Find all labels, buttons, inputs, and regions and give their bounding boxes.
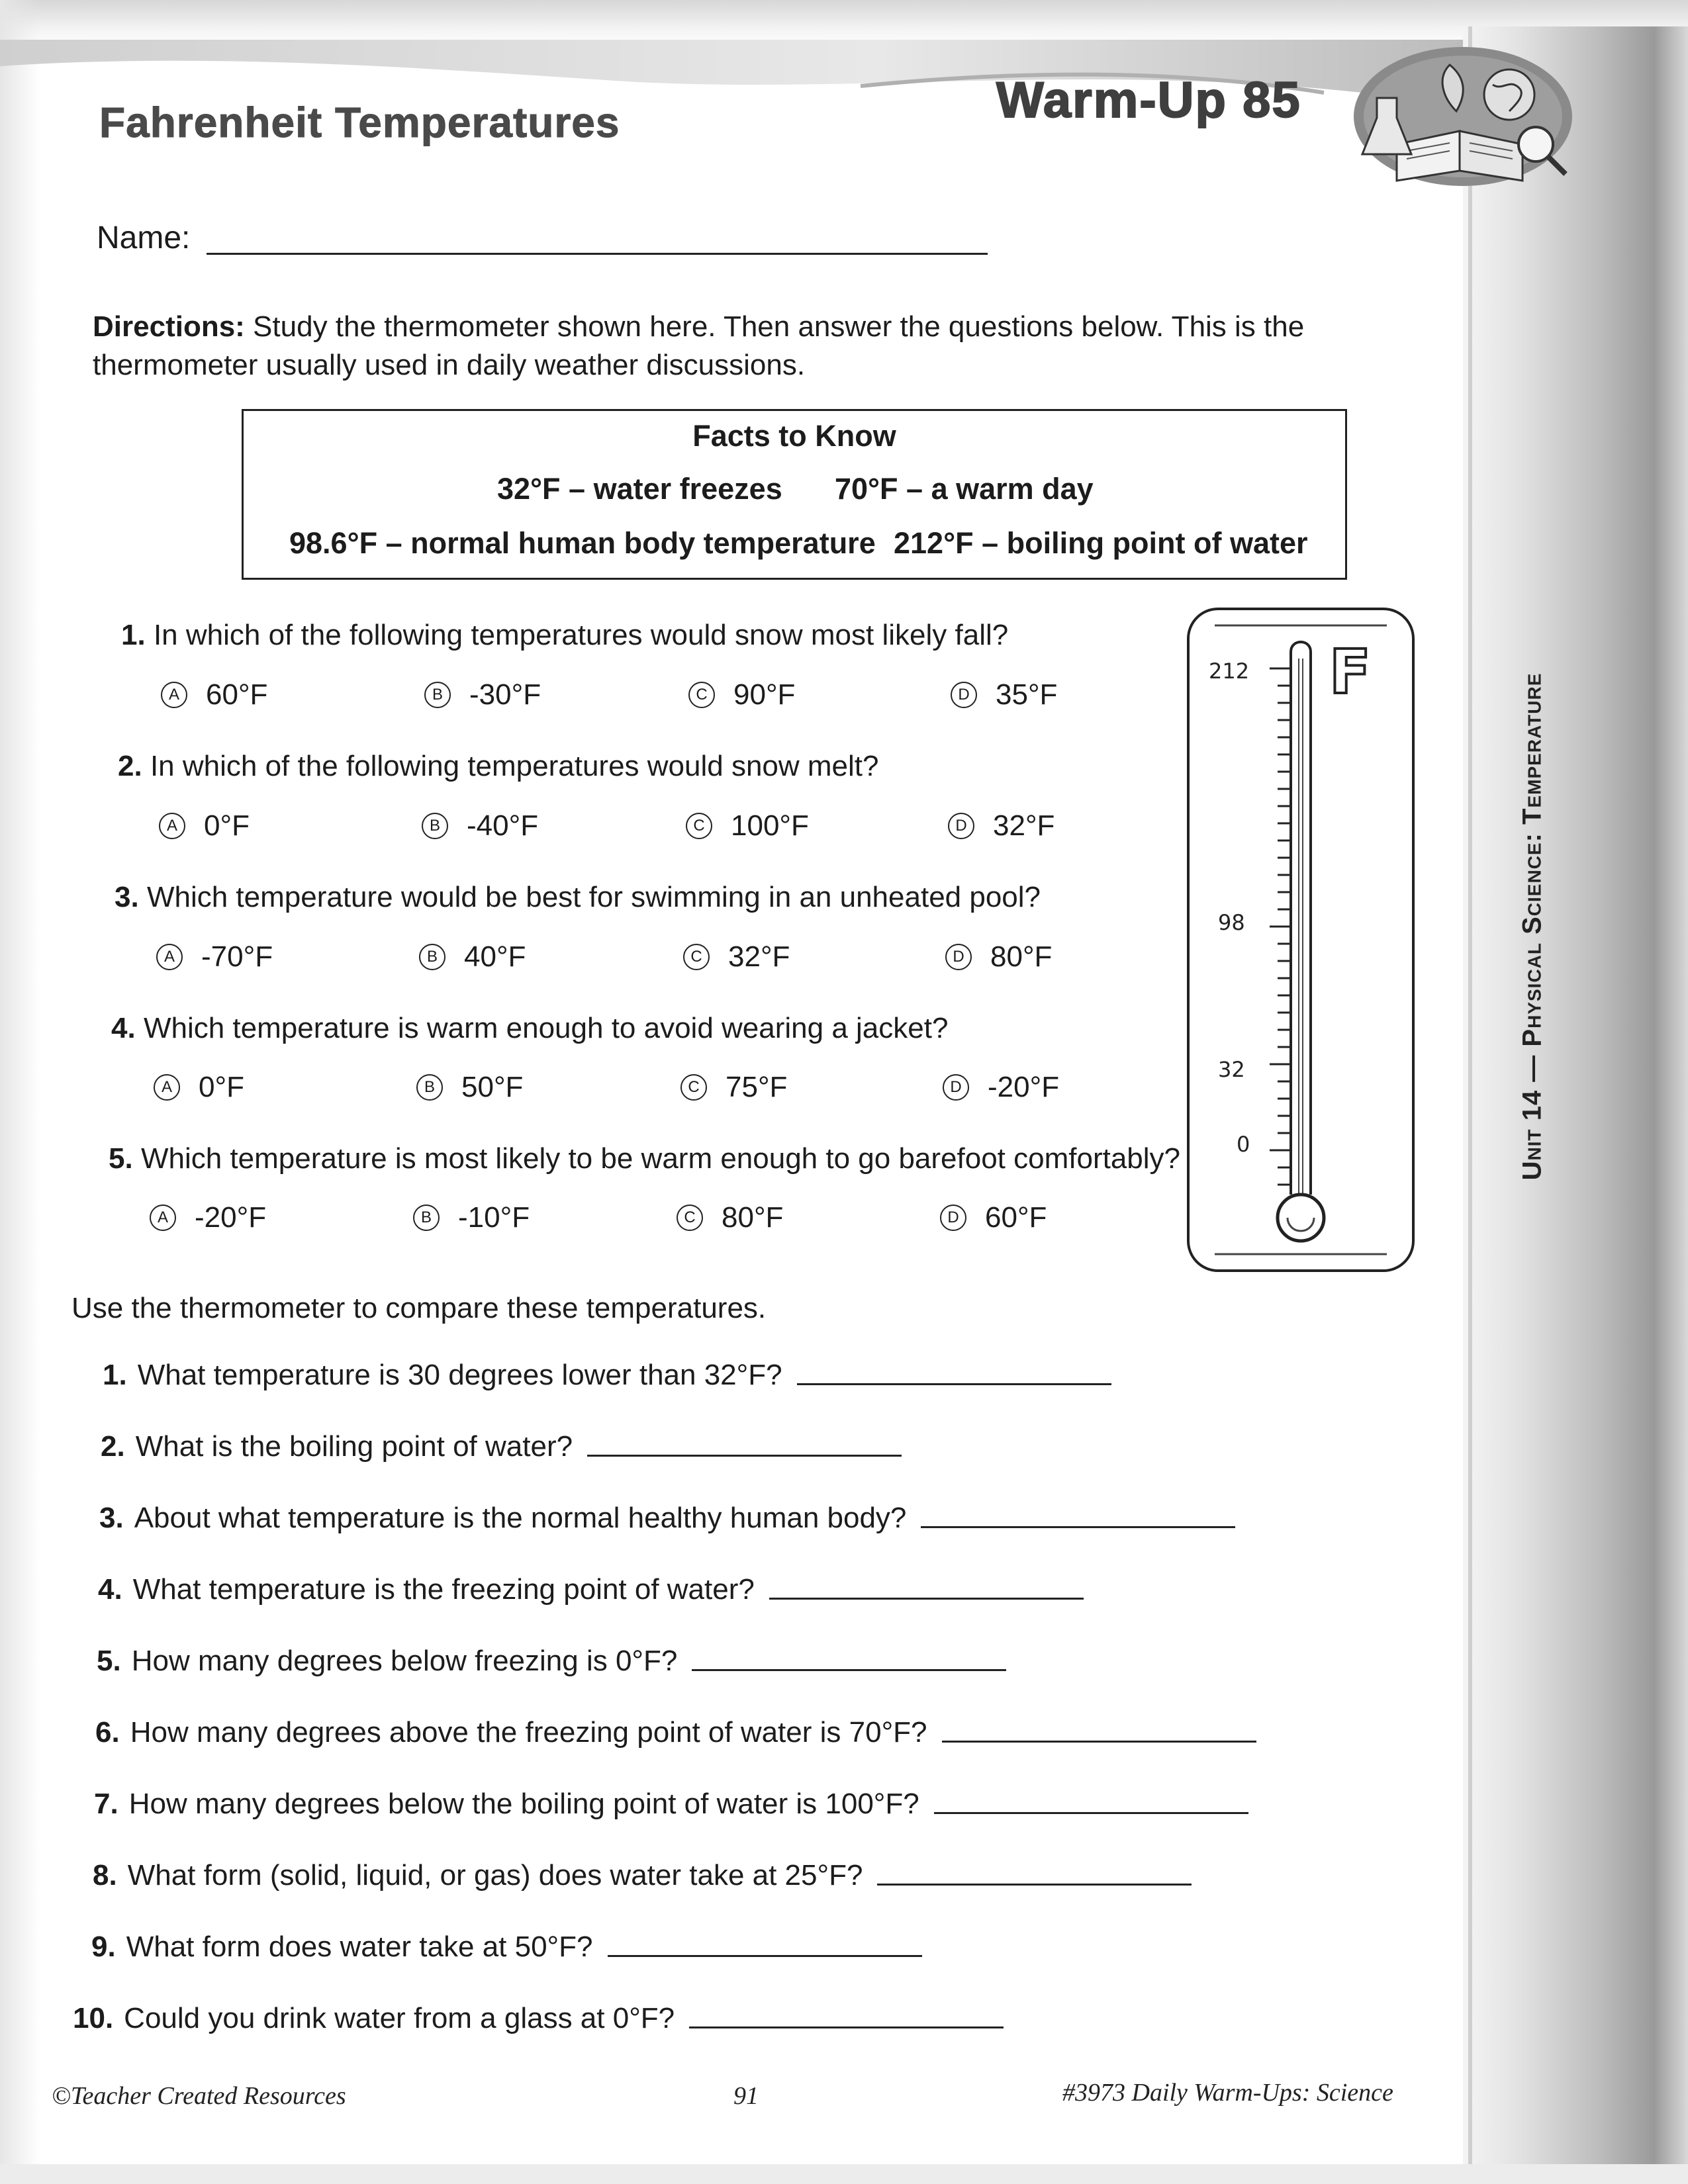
question-text: In which of the following temperatures would snow most likely fall? xyxy=(153,619,1009,651)
bottom-edge-band xyxy=(0,2164,1688,2184)
answer-bubble-icon[interactable]: B xyxy=(413,1205,440,1231)
page-number: 91 xyxy=(733,2082,759,2110)
question-number: 6. xyxy=(95,1716,120,1749)
thermometer-label: 98 xyxy=(1218,910,1245,935)
option-text: -20°F xyxy=(195,1201,267,1234)
answer-bubble-icon[interactable]: D xyxy=(948,813,974,839)
mc-option[interactable] xyxy=(951,678,1057,711)
answer-bubble-icon[interactable]: B xyxy=(419,944,445,970)
question-number: 4. xyxy=(98,1573,122,1606)
answer-bubble-icon[interactable]: C xyxy=(688,682,715,708)
mc-option[interactable] xyxy=(154,1071,244,1104)
answer-bubble-icon[interactable]: B xyxy=(416,1074,443,1101)
mc-option[interactable] xyxy=(156,940,273,974)
answer-bubble-icon[interactable]: B xyxy=(424,682,451,708)
fact-item: 212°F – boiling point of water xyxy=(894,526,1308,560)
question-text: What temperature is the freezing point of water? xyxy=(132,1573,755,1606)
question-text: How many degrees below the boiling point of water is 100°F? xyxy=(128,1788,919,1820)
option-text: -70°F xyxy=(201,940,273,973)
mc-question-4 xyxy=(111,1012,948,1045)
option-text: 60°F xyxy=(985,1201,1047,1234)
footer-publisher: ©Teacher Created Resources xyxy=(52,2082,346,2110)
question-number: 4. xyxy=(111,1012,136,1044)
answer-bubble-icon[interactable]: D xyxy=(945,944,972,970)
thermometer-bulb xyxy=(1278,1195,1324,1241)
question-number: 3. xyxy=(99,1502,124,1534)
question-text: How many degrees above the freezing point of water is 70°F? xyxy=(130,1716,927,1749)
option-text: -40°F xyxy=(467,809,539,842)
mc-option[interactable] xyxy=(150,1201,266,1234)
question-number: 9. xyxy=(91,1931,116,1963)
left-edge-shade xyxy=(0,0,40,2184)
question-number: 1. xyxy=(103,1359,127,1391)
mc-option[interactable] xyxy=(422,809,538,842)
mc-option[interactable] xyxy=(940,1201,1047,1234)
compare-question-9 xyxy=(91,1931,922,1964)
mc-option[interactable] xyxy=(413,1201,530,1234)
thermometer-label: 32 xyxy=(1218,1057,1245,1082)
option-text: -20°F xyxy=(988,1071,1060,1103)
answer-line[interactable] xyxy=(692,1669,1006,1671)
answer-bubble-icon[interactable]: A xyxy=(159,813,185,839)
compare-question-4 xyxy=(98,1573,1084,1606)
answer-bubble-icon[interactable]: D xyxy=(951,682,977,708)
question-text: What form does water take at 50°F? xyxy=(126,1931,593,1963)
mc-option[interactable] xyxy=(683,940,790,974)
name-label: Name: xyxy=(97,220,191,255)
question-text: What temperature is 30 degrees lower than 32°F? xyxy=(137,1359,782,1391)
footer-book-title: #3973 Daily Warm-Ups: Science xyxy=(1062,2079,1393,2107)
option-text: 50°F xyxy=(461,1071,524,1103)
option-text: 35°F xyxy=(996,678,1058,711)
compare-question-6 xyxy=(95,1716,1256,1749)
thermometer-frame xyxy=(1188,609,1413,1271)
compare-question-5 xyxy=(97,1645,1006,1678)
answer-bubble-icon[interactable]: B xyxy=(422,813,448,839)
question-text: Which temperature would be best for swimming in an unheated pool? xyxy=(146,881,1041,913)
question-text: In which of the following temperatures would snow melt? xyxy=(150,750,879,782)
mc-option[interactable] xyxy=(419,940,526,974)
question-number: 7. xyxy=(94,1788,118,1820)
answer-bubble-icon[interactable]: D xyxy=(943,1074,969,1101)
question-number: 2. xyxy=(118,750,142,782)
option-text: 80°F xyxy=(722,1201,784,1234)
name-field[interactable] xyxy=(207,253,988,255)
answer-bubble-icon[interactable]: C xyxy=(683,944,710,970)
mc-option[interactable] xyxy=(416,1071,523,1104)
fact-item: 70°F – a warm day xyxy=(835,472,1094,506)
mc-option[interactable] xyxy=(159,809,250,842)
answer-bubble-icon[interactable]: C xyxy=(686,813,712,839)
answer-line[interactable] xyxy=(934,1812,1248,1814)
mc-option[interactable] xyxy=(424,678,541,711)
answer-line[interactable] xyxy=(877,1884,1192,1886)
mc-option[interactable] xyxy=(948,809,1055,842)
question-number: 2. xyxy=(101,1430,125,1463)
compare-question-8 xyxy=(93,1859,1192,1892)
compare-question-1 xyxy=(103,1359,1111,1392)
option-text: 80°F xyxy=(990,940,1053,973)
mc-option[interactable] xyxy=(943,1071,1059,1104)
question-number: 5. xyxy=(97,1645,121,1677)
question-text: About what temperature is the normal healthy human body? xyxy=(134,1502,907,1534)
option-text: -30°F xyxy=(469,678,541,711)
mc-option[interactable] xyxy=(680,1071,787,1104)
answer-line[interactable] xyxy=(608,1955,922,1957)
mc-option[interactable] xyxy=(677,1201,783,1234)
question-text: Which temperature is most likely to be warm enough to go barefoot comfortably? xyxy=(140,1142,1181,1175)
fact-item: 32°F – water freezes xyxy=(497,472,782,506)
option-text: 75°F xyxy=(726,1071,788,1103)
question-number: 1. xyxy=(121,619,146,651)
option-text: -10°F xyxy=(458,1201,530,1234)
question-text: What is the boiling point of water? xyxy=(135,1430,573,1463)
answer-bubble-icon[interactable]: C xyxy=(680,1074,707,1101)
question-text: How many degrees below freezing is 0°F? xyxy=(131,1645,678,1677)
facts-box xyxy=(242,409,1347,580)
question-text: Which temperature is warm enough to avoid wearing a jacket? xyxy=(143,1012,949,1044)
option-text: 100°F xyxy=(731,809,809,842)
mc-question-3 xyxy=(115,881,1041,914)
fahrenheit-unit-label: F xyxy=(1329,637,1371,707)
answer-line[interactable] xyxy=(921,1526,1235,1528)
mc-option[interactable] xyxy=(945,940,1052,974)
right-strip-edge xyxy=(1468,26,1472,2164)
option-text: 60°F xyxy=(206,678,268,711)
question-text: Could you drink water from a glass at 0°F? xyxy=(124,2002,675,2034)
directions-text: Study the thermometer shown here. Then answer the questions below. This is the thermometer usually used in daily weather discussions. xyxy=(93,310,1305,381)
answer-line[interactable] xyxy=(587,1455,902,1457)
mc-option[interactable] xyxy=(688,678,795,711)
mc-question-5 xyxy=(109,1142,1180,1175)
option-text: 40°F xyxy=(464,940,526,973)
option-text: 0°F xyxy=(199,1071,244,1103)
answer-bubble-icon[interactable]: A xyxy=(150,1205,176,1231)
option-text: 32°F xyxy=(993,809,1055,842)
question-number: 10. xyxy=(73,2002,114,2034)
fact-item: 98.6°F – normal human body temperature xyxy=(289,526,876,560)
question-number: 5. xyxy=(109,1142,133,1175)
question-number: 8. xyxy=(93,1859,117,1891)
answer-bubble-icon[interactable]: A xyxy=(156,944,183,970)
mc-option[interactable] xyxy=(161,678,267,711)
option-text: 0°F xyxy=(204,809,250,842)
thermometer-label: 0 xyxy=(1237,1132,1250,1157)
compare-intro: Use the thermometer to compare these temperatures. xyxy=(71,1292,767,1324)
answer-bubble-icon[interactable]: D xyxy=(940,1205,966,1231)
compare-question-10 xyxy=(73,2002,1004,2035)
answer-bubble-icon[interactable]: A xyxy=(161,682,187,708)
page-title: Fahrenheit Temperatures xyxy=(99,99,620,146)
compare-question-3 xyxy=(99,1502,1235,1535)
mc-question-1 xyxy=(121,619,1008,652)
facts-title: Facts to Know xyxy=(692,419,896,453)
thermometer-label: 212 xyxy=(1209,659,1250,684)
answer-line[interactable] xyxy=(769,1598,1084,1600)
science-logo-icon xyxy=(1350,38,1575,191)
mc-option[interactable] xyxy=(686,809,809,842)
directions-label: Directions: xyxy=(93,310,245,343)
mc-question-2 xyxy=(118,750,879,783)
compare-question-7 xyxy=(94,1788,1248,1821)
question-text: What form (solid, liquid, or gas) does water take at 25°F? xyxy=(127,1859,863,1891)
unit-side-label: Unit 14 — Physical Science: Temperature xyxy=(1517,672,1547,1181)
warmup-number: Warm-Up 85 xyxy=(996,72,1301,128)
directions xyxy=(93,308,1443,385)
question-number: 3. xyxy=(115,881,139,913)
answer-bubble-icon[interactable]: C xyxy=(677,1205,703,1231)
answer-line[interactable] xyxy=(942,1741,1256,1743)
option-text: 90°F xyxy=(733,678,796,711)
answer-line[interactable] xyxy=(689,2026,1004,2028)
thermometer xyxy=(1185,606,1417,1274)
right-page-strip xyxy=(1463,26,1688,2164)
answer-bubble-icon[interactable]: A xyxy=(154,1074,180,1101)
compare-question-2 xyxy=(101,1430,902,1463)
answer-line[interactable] xyxy=(797,1383,1111,1385)
option-text: 32°F xyxy=(728,940,790,973)
